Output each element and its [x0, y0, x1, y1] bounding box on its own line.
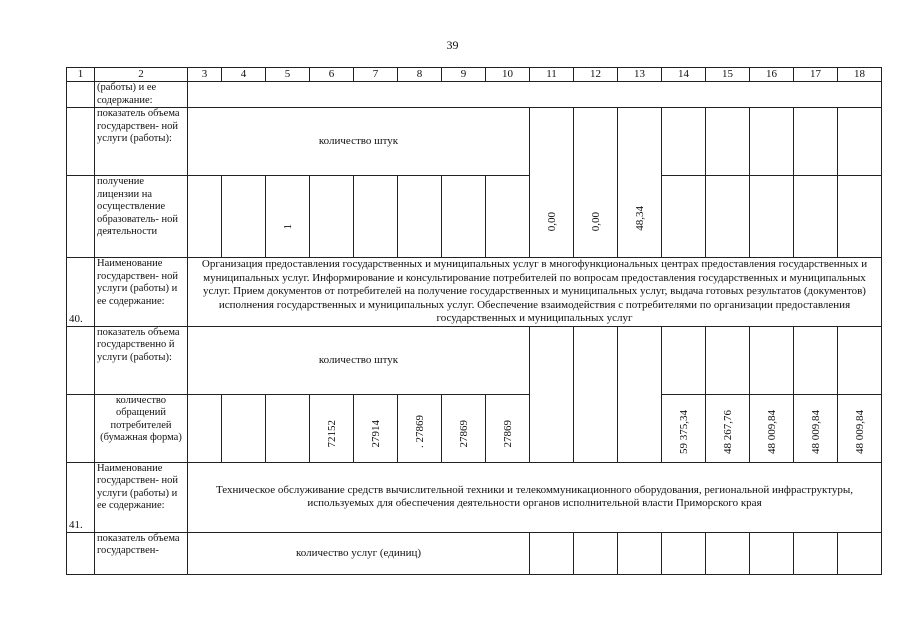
value-cell: 27869: [442, 394, 486, 462]
service-description: Организация предоставления государственных и муниципальных услуг в многофункциональных центрах предоставления государственных и муниципальных услуг. Информирование и консультирование потребителей по вопросам предоставления государственных и муниципальных услуг. Прием документов от потребителей на получение государственных и муниципальных услуг, выдача готовых результатов (документов) исполнения государственных и муниципальных услуг. Обеспечение взаимодействия с потребителями по организации предоставления государственных и муниципальных услуг: [188, 258, 882, 327]
unit-label: количество услуг (единиц): [188, 532, 530, 574]
value-cell: 48 009,84: [838, 394, 882, 462]
unit-label: количество штук: [188, 326, 530, 394]
header-cell: 11: [530, 68, 574, 82]
row-number: 40.: [67, 258, 95, 327]
row-label: Наименование государствен- ной услуги (работы) и ее содержание:: [95, 258, 188, 327]
value-cell: 0,00: [574, 108, 618, 258]
row-label: показатель объема государственно й услуги (работы):: [95, 326, 188, 394]
value-cell: 0,00: [530, 108, 574, 258]
header-cell: 7: [354, 68, 398, 82]
header-cell: 9: [442, 68, 486, 82]
table-row: [67, 462, 882, 532]
header-cell: 15: [706, 68, 750, 82]
row-label: получение лицензии на осуществление образователь- ной деятельности: [95, 176, 188, 258]
row-label: Наименование государствен- ной услуги (работы) и ее содержание:: [95, 462, 188, 532]
header-cell: 17: [794, 68, 838, 82]
table-row: [67, 82, 882, 108]
row-number: 41.: [67, 462, 95, 532]
value-cell: 1: [266, 176, 310, 258]
page-number: 39: [446, 38, 459, 52]
table-row: [67, 532, 882, 574]
value-cell: 48 267,76: [706, 394, 750, 462]
header-cell: 13: [618, 68, 662, 82]
row-label: показатель объема государствен-: [95, 532, 188, 574]
header-row: [67, 68, 882, 82]
value-cell: 59 375,34: [662, 394, 706, 462]
value-cell: 48 009,84: [794, 394, 838, 462]
header-cell: 10: [486, 68, 530, 82]
header-cell: 14: [662, 68, 706, 82]
row-label: показатель объема государствен- ной услуги (работы):: [95, 108, 188, 176]
value-cell: 72152: [310, 394, 354, 462]
header-cell: 12: [574, 68, 618, 82]
table-row: [67, 176, 882, 258]
value-cell: 27914: [354, 394, 398, 462]
header-cell: 5: [266, 68, 310, 82]
table-row: [67, 394, 882, 462]
header-cell: 1: [67, 68, 95, 82]
header-cell: 16: [750, 68, 794, 82]
table-row: [67, 326, 882, 394]
value-cell: 27869: [486, 394, 530, 462]
services-table: [66, 67, 882, 575]
header-cell: 8: [398, 68, 442, 82]
value-cell: . 27869: [398, 394, 442, 462]
value-cell: 48 009,84: [750, 394, 794, 462]
value-cell: 48,34: [618, 108, 662, 258]
header-cell: 4: [222, 68, 266, 82]
table-row: [67, 108, 882, 176]
header-cell: 2: [95, 68, 188, 82]
header-cell: 3: [188, 68, 222, 82]
unit-label: количество штук: [188, 108, 530, 176]
service-description: Техническое обслуживание средств вычислительной техники и телекоммуникационного оборудования, региональной инфраструктуры, используемых для обеспечения деятельности органов исполнительной власти Приморского края: [188, 462, 882, 532]
row-label: (работы) и ее содержание:: [95, 82, 188, 108]
table-row: [67, 258, 882, 327]
header-cell: 18: [838, 68, 882, 82]
header-cell: 6: [310, 68, 354, 82]
row-label: количество обращений потребителей (бумажная форма): [95, 394, 188, 462]
